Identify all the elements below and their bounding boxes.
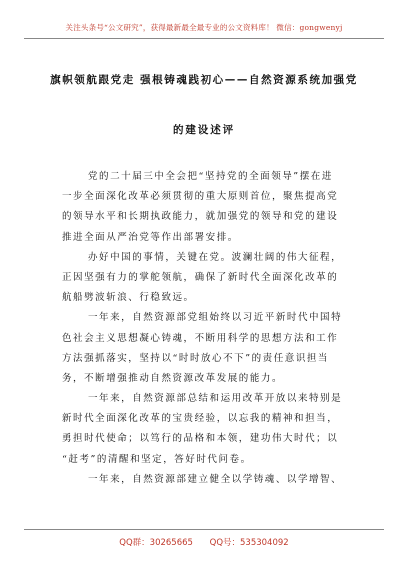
body-line: 一步全面深化改革必须贯彻的重大原则首位，聚焦提高党 <box>62 191 339 203</box>
body-line: 务，不断增强推动自然资源改革发展的能力。 <box>62 372 284 384</box>
body-line: 党的二十届三中全会把“坚持党的全面领导”摆在进 <box>88 171 333 182</box>
body-line: 办好中国的事情，关键在党。波澜壮阔的伟大征程， <box>88 251 343 263</box>
footer-qq-number: QQ号：535304092 <box>209 538 289 548</box>
body-line: 新时代全面深化改革的宝贵经验，以忘我的精神和担当， <box>62 413 339 425</box>
body-line: 正因坚强有力的掌舵领航，确保了新时代全面深化改革的 <box>62 271 339 283</box>
body-line: 一年来，自然资源部总结和运用改革开放以来特别是 <box>88 393 343 405</box>
footer-qq-group: QQ群：30265665 <box>119 538 193 548</box>
body-line: “赶考”的清醒和坚定，答好时代问卷。 <box>62 453 252 465</box>
body-line: 色社会主义思想凝心铸魂，不断用科学的思想方法和工作 <box>62 332 339 344</box>
body-line: 的领导水平和长期执政能力，就加强党的领导和党的建设 <box>62 211 339 223</box>
body-line: 方法强抓落实，坚持以“时时放心不下”的责任意识担当 <box>62 352 329 364</box>
header-banner: 关注头条号“公文研究”，获得最新最全最专业的公文资料库！ 微信：gongwenyj <box>65 23 343 32</box>
footer-contact <box>0 536 408 548</box>
body-line: 一年来，自然资源部建立健全以学铸魂、以学增智、 <box>88 473 343 485</box>
document-body <box>62 167 362 490</box>
body-line: 航船劈波斩浪、行稳致远。 <box>62 292 195 304</box>
document-title-line-2: 的建设述评 <box>173 124 235 136</box>
footer-divider <box>24 529 384 530</box>
body-line: 推进全面从严治党等作出部署安排。 <box>62 231 239 243</box>
body-line: 一年来，自然资源部党组始终以习近平新时代中国特 <box>88 312 343 324</box>
document-title-line-1: 旗帜领航跟党走 强根铸魂践初心——自然资源系统加强党 <box>50 74 358 86</box>
header-divider <box>24 38 384 39</box>
body-line: 勇担时代使命；以笃行的品格和本领，建功伟大时代；以 <box>62 433 339 445</box>
